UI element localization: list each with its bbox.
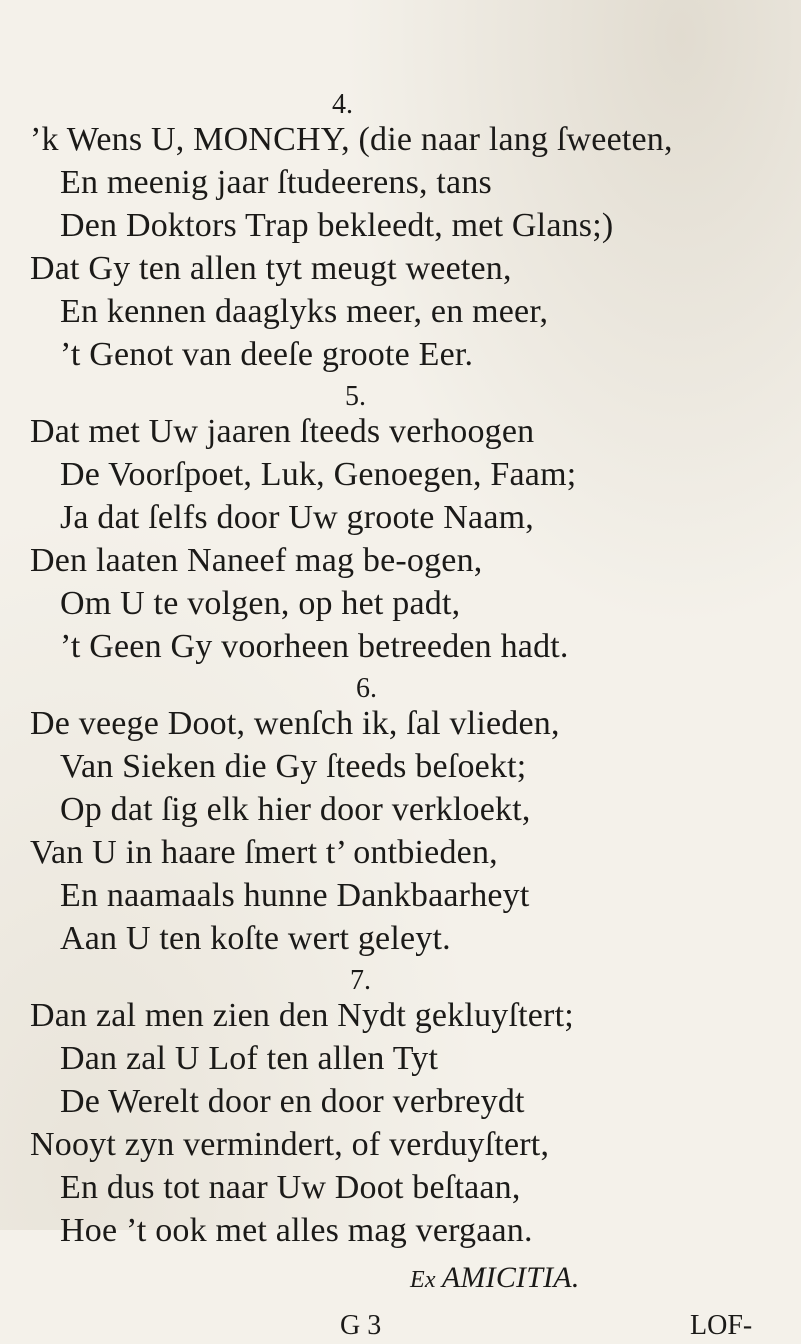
verse-line: De Werelt door en door verbreydt — [60, 1083, 525, 1120]
verse-line: En meenig jaar ſtudeerens, tans — [60, 164, 492, 201]
verse-line: Hoe ’t ook met alles mag vergaan. — [60, 1212, 533, 1249]
verse-line: Op dat ſig elk hier door verkloekt, — [60, 791, 531, 828]
verse-line: ’t Genot van deeſe groote Eer. — [60, 336, 474, 373]
verse-line: De Voorſpoet, Luk, Genoegen, Faam; — [60, 456, 577, 493]
verse-line: En naamaals hunne Dankbaarheyt — [60, 877, 530, 914]
verse-line: Den Doktors Trap bekleedt, met Glans;) — [60, 207, 614, 244]
verse-line: Dat met Uw jaaren ſteeds verhoogen — [30, 413, 535, 450]
verse-line: De veege Doot, wenſch ik, ſal vlieden, — [30, 705, 560, 742]
verse-line: Dan zal U Lof ten allen Tyt — [60, 1040, 439, 1077]
stanza-number: 6. — [356, 673, 377, 704]
catchword: LOF- — [690, 1310, 753, 1341]
stanza-number: 4. — [332, 89, 353, 120]
verse-line: Aan U ten koſte wert geleyt. — [60, 920, 451, 957]
stanza-number: 5. — [345, 381, 366, 412]
verse-line: ’t Geen Gy voorheen betreeden hadt. — [60, 628, 569, 665]
signature-prefix: Ex — [410, 1267, 442, 1293]
verse-line: Van U in haare ſmert t’ ontbieden, — [30, 834, 498, 871]
verse-line: Nooyt zyn vermindert, of verduyſtert, — [30, 1126, 550, 1163]
verse-line: En kennen daaglyks meer, en meer, — [60, 293, 549, 330]
signature-mark: G 3 — [340, 1310, 382, 1341]
verse-line: En dus tot naar Uw Doot beſtaan, — [60, 1169, 521, 1206]
verse-line: Om U te volgen, op het padt, — [60, 585, 461, 622]
stanza-number: 7. — [350, 965, 371, 996]
verse-line: Ja dat ſelfs door Uw groote Naam, — [60, 499, 534, 536]
signature — [410, 1256, 580, 1302]
verse-line: Van Sieken die Gy ſteeds beſoekt; — [60, 748, 527, 785]
verse-line: ’k Wens U, MONCHY, (die naar lang ſweeten, — [30, 121, 673, 158]
signature-name: AMICITIA. — [441, 1261, 580, 1294]
verse-line: Dan zal men zien den Nydt gekluyſtert; — [30, 997, 574, 1034]
verse-line: Den laaten Naneef mag be-ogen, — [30, 542, 483, 579]
verse-line: Dat Gy ten allen tyt meugt weeten, — [30, 250, 512, 287]
